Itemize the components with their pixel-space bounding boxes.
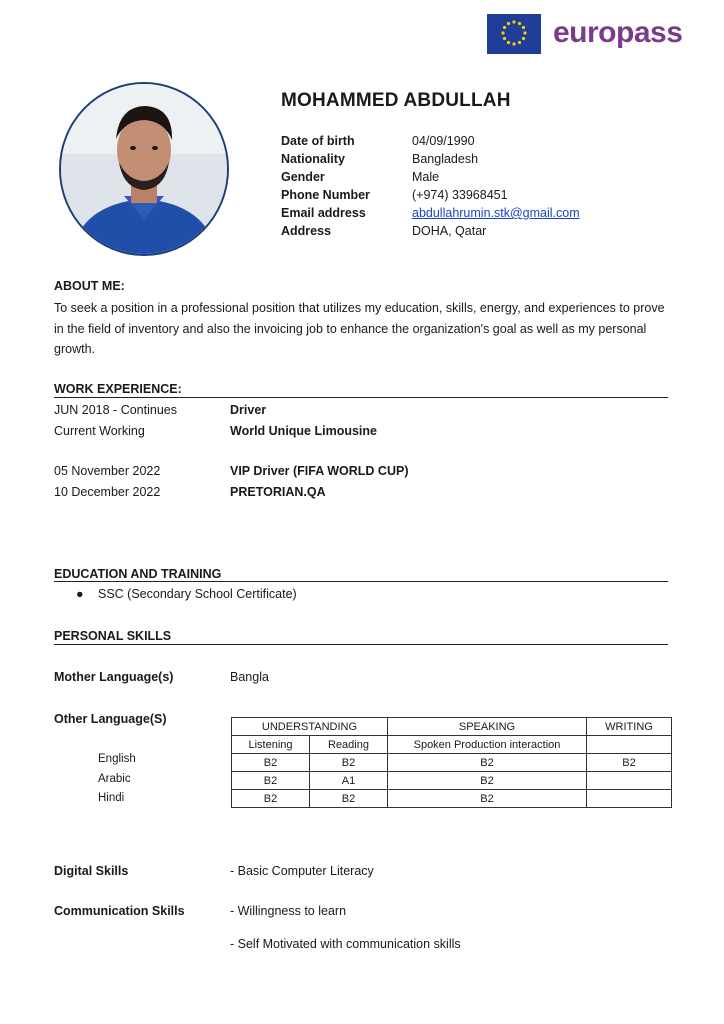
header-writing: WRITING xyxy=(587,718,672,736)
email-link[interactable]: abdullahrumin.stk@gmail.com xyxy=(412,206,580,220)
dob-row xyxy=(281,134,580,152)
language-list xyxy=(98,750,136,809)
cell-writing xyxy=(587,772,672,790)
phone-row xyxy=(281,188,580,206)
phone-value: (+974) 33968451 xyxy=(412,188,508,202)
communication-skills-label: Communication Skills xyxy=(54,904,185,918)
cell-listening: B2 xyxy=(232,790,310,808)
job-2-company: PRETORIAN.QA xyxy=(230,484,326,499)
nationality-value: Bangladesh xyxy=(412,152,479,166)
eu-flag-icon xyxy=(487,14,541,54)
job-1-company: World Unique Limousine xyxy=(230,423,377,438)
email-label: Email address xyxy=(281,206,366,220)
table-subheader-row xyxy=(232,736,672,754)
cell-reading: A1 xyxy=(310,772,388,790)
job-1-date-end: Current Working xyxy=(54,423,145,438)
communication-skill-1: - Willingness to learn xyxy=(230,904,347,918)
address-value: DOHA, Qatar xyxy=(412,224,487,238)
header-reading: Reading xyxy=(310,736,388,754)
cell-reading: B2 xyxy=(310,790,388,808)
bullet-icon: ● xyxy=(76,587,84,601)
gender-label: Gender xyxy=(281,170,325,184)
job-2-details xyxy=(230,461,409,502)
header-spoken: Spoken Production interaction xyxy=(388,736,587,754)
header-listening: Listening xyxy=(232,736,310,754)
skills-divider xyxy=(54,644,668,645)
about-title: ABOUT ME: xyxy=(54,279,125,293)
work-title: WORK EXPERIENCE: xyxy=(54,382,182,396)
language-hindi: Hindi xyxy=(98,792,125,804)
europass-wordmark: europass xyxy=(553,16,683,49)
dob-label: Date of birth xyxy=(281,134,355,148)
education-divider xyxy=(54,581,668,582)
job-2-dates xyxy=(54,461,160,502)
language-arabic: Arabic xyxy=(98,772,131,785)
cell-speaking: B2 xyxy=(388,754,587,772)
europass-logo xyxy=(487,14,683,56)
job-2-date-start: 05 November 2022 xyxy=(54,464,161,478)
job-1-details xyxy=(230,400,377,441)
cell-writing: B2 xyxy=(587,754,672,772)
mother-language-label: Mother Language(s) xyxy=(54,670,174,684)
phone-label: Phone Number xyxy=(281,188,370,202)
job-1-role: Driver xyxy=(230,403,267,417)
about-text: To seek a position in a professional position that utilizes my education, skills, energy, and experiences to prove in the field of inventory and also the invoicing job to enhance the organization's goal as well as my personal growth. xyxy=(54,301,665,356)
profile-photo xyxy=(59,82,229,256)
mother-language-value: Bangla xyxy=(230,670,269,684)
cell-writing xyxy=(587,790,672,808)
language-english: English xyxy=(98,753,136,765)
table-row xyxy=(232,772,672,790)
language-table xyxy=(231,717,672,808)
communication-skill-2: - Self Motivated with communication skills xyxy=(230,937,461,951)
dob-value: 04/09/1990 xyxy=(412,134,475,148)
nationality-label: Nationality xyxy=(281,152,345,166)
job-2-role: VIP Driver (FIFA WORLD CUP) xyxy=(230,464,409,478)
job-2-date-end: 10 December 2022 xyxy=(54,484,161,499)
education-item-text: SSC (Secondary School Certificate) xyxy=(98,587,297,601)
other-language-label: Other Language(S) xyxy=(54,712,167,726)
cell-listening: B2 xyxy=(232,772,310,790)
table-header-row xyxy=(232,718,672,736)
header-writing-blank xyxy=(587,736,672,754)
job-1-dates xyxy=(54,400,177,441)
digital-skills-value: - Basic Computer Literacy xyxy=(230,864,374,878)
personal-info xyxy=(281,134,580,242)
skills-title: PERSONAL SKILLS xyxy=(54,629,172,643)
address-label: Address xyxy=(281,224,332,238)
cell-speaking: B2 xyxy=(388,772,587,790)
nationality-row xyxy=(281,152,580,170)
table-row xyxy=(232,790,672,808)
address-row xyxy=(281,224,580,242)
cell-reading: B2 xyxy=(310,754,388,772)
work-divider xyxy=(54,397,668,398)
gender-row xyxy=(281,170,580,188)
cell-listening: B2 xyxy=(232,754,310,772)
candidate-name: MOHAMMED ABDULLAH xyxy=(281,90,511,111)
cell-speaking: B2 xyxy=(388,790,587,808)
header-understanding: UNDERSTANDING xyxy=(232,718,388,736)
education-item xyxy=(76,587,297,601)
table-row xyxy=(232,754,672,772)
job-1-date-start: JUN 2018 - Continues xyxy=(54,403,177,417)
education-title: EDUCATION AND TRAINING xyxy=(54,567,222,581)
header-speaking: SPEAKING xyxy=(388,718,587,736)
digital-skills-label: Digital Skills xyxy=(54,864,129,878)
email-row xyxy=(281,206,580,224)
gender-value: Male xyxy=(412,170,440,184)
